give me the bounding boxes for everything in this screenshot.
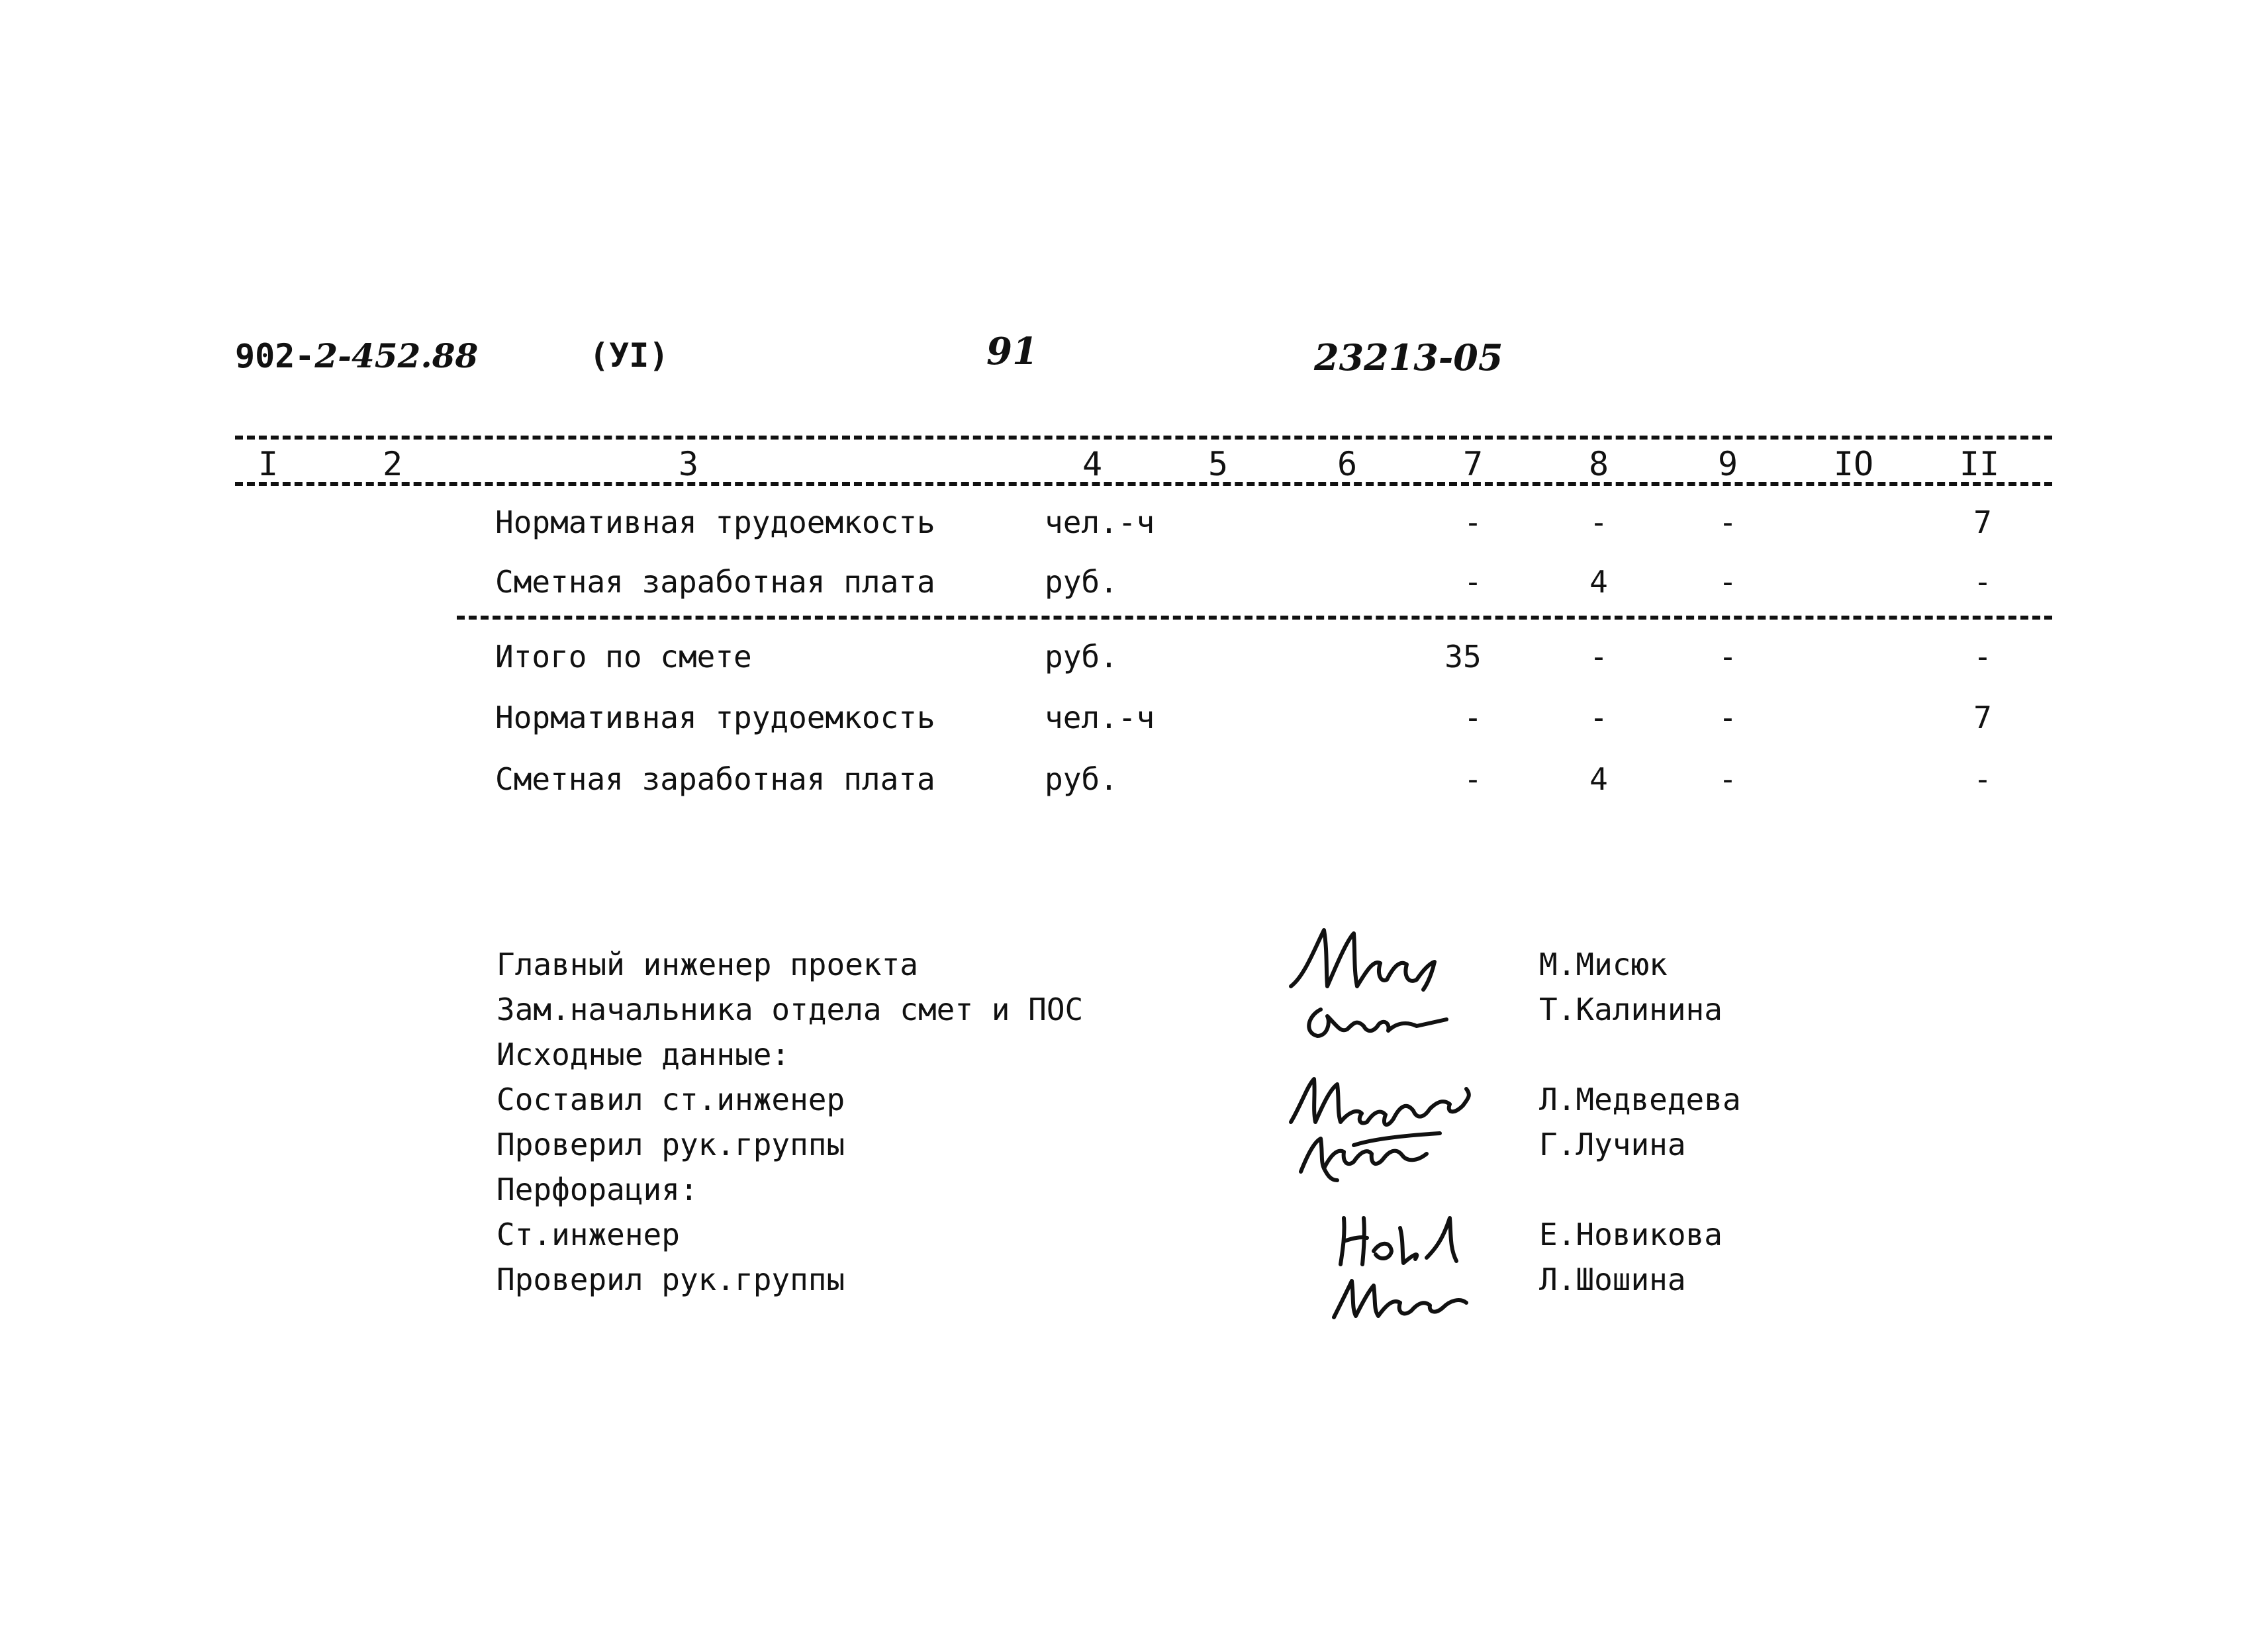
row-unit: чел.-ч <box>1045 504 1155 540</box>
column-number-5: 5 <box>1207 445 1229 483</box>
cell-col9: - <box>1719 504 1737 540</box>
row-label: Нормативная трудоемкость <box>495 700 935 735</box>
cell-col11: 7 <box>1973 700 1992 735</box>
column-number-6: 6 <box>1337 445 1358 483</box>
column-number-4: 4 <box>1082 445 1103 483</box>
cell-col7: - <box>1464 504 1482 540</box>
document-code-printed: 902- <box>235 337 315 375</box>
column-number-3: 3 <box>678 445 699 483</box>
role-source-data-heading: Исходные данные: <box>496 1037 790 1072</box>
cell-col11: - <box>1973 564 1992 600</box>
signature-novikova <box>1337 1211 1470 1268</box>
cell-col11: - <box>1973 761 1992 797</box>
row-label: Итого по смете <box>495 639 752 675</box>
cell-col8: - <box>1589 639 1608 675</box>
column-number-7: 7 <box>1462 445 1484 483</box>
column-number-9: 9 <box>1717 445 1738 483</box>
cell-col8: 4 <box>1589 761 1608 797</box>
column-number-8: 8 <box>1588 445 1609 483</box>
row-label: Нормативная трудоемкость <box>495 504 935 540</box>
cell-col8: 4 <box>1589 564 1608 600</box>
role-senior-engineer: Ст.инженер <box>496 1217 680 1252</box>
name-luchina: Г.Лучина <box>1539 1127 1686 1162</box>
table-top-rule <box>235 436 2052 440</box>
column-number-11: II <box>1959 445 2000 483</box>
column-number-1: I <box>258 445 279 483</box>
role-deputy-head: Зам.начальника отдела смет и ПОС <box>496 992 1084 1027</box>
cell-col7: - <box>1464 761 1482 797</box>
cell-col9: - <box>1719 700 1737 735</box>
role-compiled-by: Составил ст.инженер <box>496 1082 845 1117</box>
row-unit: чел.-ч <box>1045 700 1155 735</box>
row-label: Сметная заработная плата <box>495 761 935 797</box>
cell-col7: - <box>1464 700 1482 735</box>
signature-misyuk <box>1288 923 1446 996</box>
role-perforation-heading: Перфорация: <box>496 1172 698 1207</box>
column-number-10: IO <box>1833 445 1874 483</box>
row-unit: руб. <box>1045 761 1118 797</box>
signature-kalinina <box>1301 1003 1460 1049</box>
row-unit: руб. <box>1045 564 1118 600</box>
role-chief-engineer: Главный инженер проекта <box>496 947 918 982</box>
cell-col9: - <box>1719 639 1737 675</box>
name-novikova: Е.Новикова <box>1539 1217 1723 1252</box>
document-code-handwritten: 2-452.88 <box>314 336 479 375</box>
cell-col7: - <box>1464 564 1482 600</box>
cell-col11: - <box>1973 639 1992 675</box>
cell-col9: - <box>1719 761 1737 797</box>
cell-col11: 7 <box>1973 504 1992 540</box>
role-checked-by-2: Проверил рук.группы <box>496 1262 845 1297</box>
name-medvedeva: Л.Медведева <box>1539 1082 1741 1117</box>
row-unit: руб. <box>1045 639 1118 675</box>
row-label: Сметная заработная плата <box>495 564 935 600</box>
name-misyuk: М.Мисюк <box>1539 947 1668 982</box>
signature-shoshina <box>1331 1271 1473 1324</box>
volume-label: (УI) <box>589 336 669 375</box>
column-number-2: 2 <box>382 445 403 483</box>
signature-luchina <box>1298 1129 1443 1182</box>
name-shoshina: Л.Шошина <box>1539 1262 1686 1297</box>
cell-col7: 35 <box>1444 639 1482 675</box>
document-code <box>235 336 478 375</box>
page-number: 91 <box>986 330 1038 373</box>
table-header-rule <box>235 482 2052 486</box>
inventory-number: 23213-05 <box>1314 336 1503 379</box>
cell-col8: - <box>1589 700 1608 735</box>
role-checked-by: Проверил рук.группы <box>496 1127 845 1162</box>
cell-col9: - <box>1719 564 1737 600</box>
totals-rule <box>457 616 2052 620</box>
name-kalinina: Т.Калинина <box>1539 992 1723 1027</box>
cell-col8: - <box>1589 504 1608 540</box>
